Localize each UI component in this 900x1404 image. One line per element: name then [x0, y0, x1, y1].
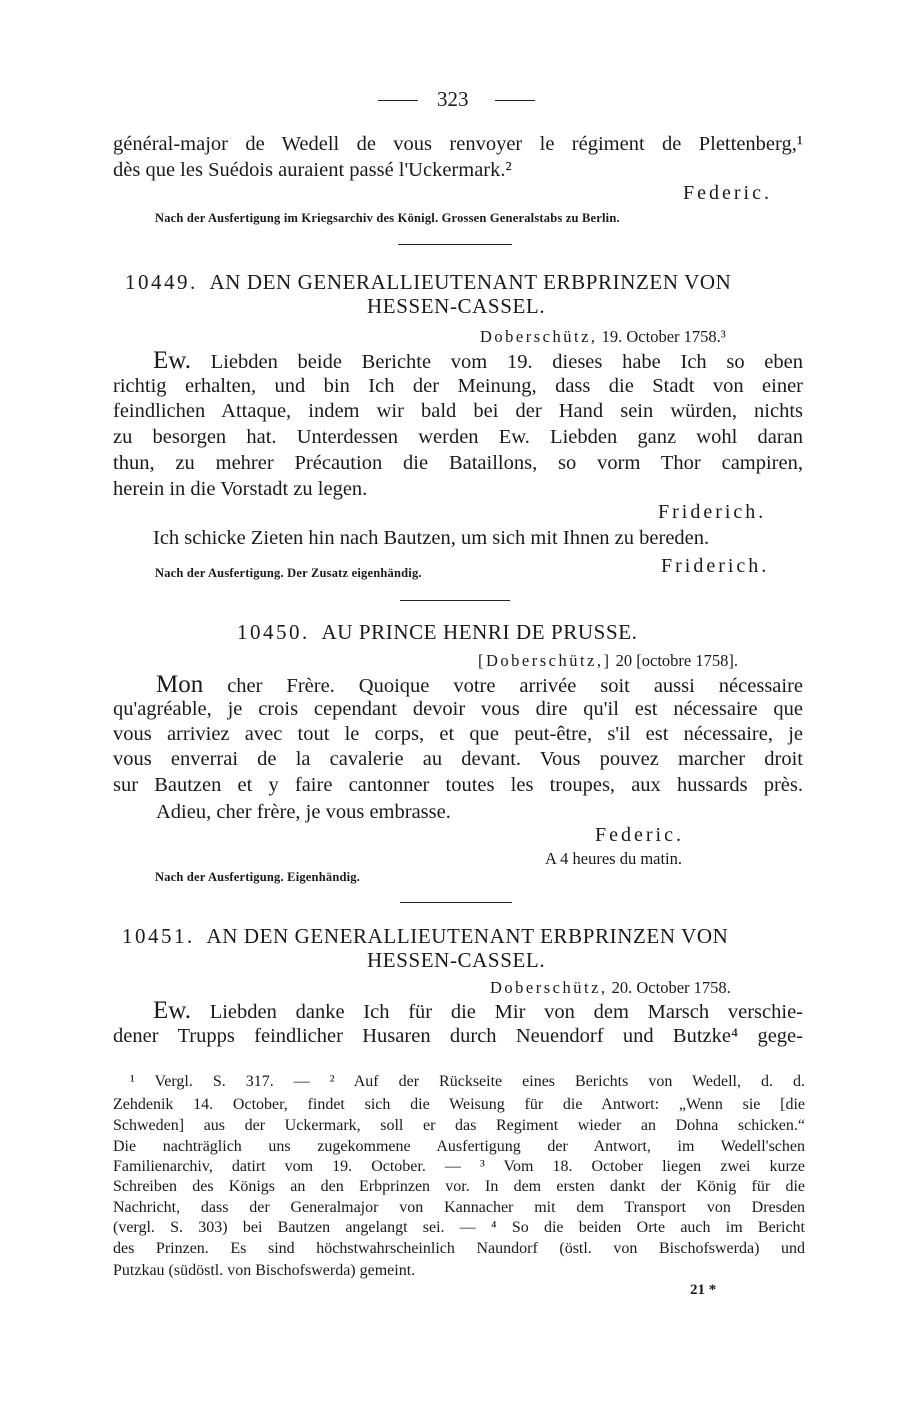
place: Doberschütz, — [490, 978, 608, 997]
letter-10450-source-note: Nach der Ausfertigung. Eigenhändig. — [155, 870, 361, 884]
section-divider — [398, 244, 512, 245]
initial: Mon — [156, 671, 204, 698]
footnote-line-9: des Prinzen. Es sind höchstwahrscheinlich Naundorf (östl. von Bischofswerda) und — [113, 1240, 805, 1257]
intro-signature: Federic. — [683, 182, 772, 204]
header-rule-right — [495, 100, 535, 101]
letter-10449-line-5: thun, zu mehrer Précaution die Bataillons, so vorm Thor campiren, — [113, 452, 803, 474]
letter-number: 10450. — [237, 620, 310, 644]
letter-10449-line-1 — [153, 347, 803, 375]
letter-10449-line-2: richtig erhalten, und bin Ich der Meinung, dass die Stadt von einer — [113, 375, 803, 397]
letter-10451-line-1 — [153, 997, 803, 1025]
letter-10449-source-note: Nach der Ausfertigung. Der Zusatz eigenhändig. — [155, 566, 422, 580]
letter-10450-line-6: Adieu, cher frère, je vous embrasse. — [156, 801, 451, 823]
footnote-line-6: Schreiben des Königs an den Erbprinzen vor. In dem ersten dankt der König für die — [113, 1178, 805, 1195]
footnote-line-2: Zehdenik 14. October, findet sich die Weisung für die Antwort: „Wenn sie [die — [113, 1096, 805, 1113]
date: 20 [octobre 1758]. — [615, 651, 738, 670]
header-rule-left — [378, 100, 418, 101]
letter-10450-line-3: vous arriviez avec tout le corps, et que peut-être, s'il est nécessaire, je — [113, 723, 803, 745]
footnote-line-4: Die nachträglich uns zugekommene Ausfertigung der Antwort, im Wedell'schen — [113, 1138, 805, 1155]
letter-10450-line-1 — [156, 671, 803, 699]
first-line-rest: Liebden beide Berichte vom 19. dieses habe Ich so eben — [210, 351, 804, 373]
letter-10449-heading-line-2: HESSEN-CASSEL. — [367, 294, 546, 318]
letter-10449-line-6: herein in die Vorstadt zu legen. — [113, 478, 368, 500]
letter-10450-signature: Federic. — [595, 824, 684, 846]
first-line-rest: Liebden danke Ich für die Mir von dem Marsch verschie- — [209, 1001, 804, 1023]
letter-10451-line-2: dener Trupps feindlicher Husaren durch Neuendorf und Butzke⁴ gege- — [113, 1025, 803, 1047]
letter-10449-postscript: Ich schicke Zieten hin nach Bautzen, um sich mit Ihnen zu bereden. — [153, 527, 710, 549]
intro-source-note: Nach der Ausfertigung im Kriegsarchiv des Königl. Grossen Generalstabs zu Berlin. — [155, 211, 620, 225]
initial: Ew. — [153, 347, 191, 374]
letter-10450-heading — [237, 620, 638, 645]
page-number: 323 — [437, 87, 469, 111]
letter-heading-line-1: AN DEN GENERALLIEUTENANT ERBPRINZEN VON — [209, 270, 732, 294]
date: 20. October 1758. — [611, 978, 731, 997]
footnote-line-3: Schweden] aus der Uckermark, soll er das Regiment wieder an Dohna schicken.“ — [113, 1117, 805, 1134]
signature-mark: 21 * — [690, 1282, 717, 1298]
letter-10451-dateline — [490, 978, 731, 998]
footnote-line-1: ¹ Vergl. S. 317. — ² Auf der Rückseite eines Berichts von Wedell, d. d. — [130, 1073, 805, 1090]
letter-10450-line-4: vous enverrai de la cavalerie au devant. Vous pouvez marcher droit — [113, 748, 803, 770]
letter-10449-signature: Friderich. — [658, 501, 767, 523]
letter-number: 10449. — [125, 270, 198, 294]
footnote-line-10: Putzkau (südöstl. von Bischofswerda) gemeint. — [113, 1262, 416, 1279]
letter-10450-dateline — [478, 651, 738, 671]
letter-10451-heading — [122, 924, 728, 949]
letter-heading-line-1: AN DEN GENERALLIEUTENANT ERBPRINZEN VON — [206, 924, 729, 948]
date: 19. October 1758.³ — [601, 327, 726, 346]
place: [Doberschütz,] — [478, 651, 612, 670]
intro-line-1: général-major de Wedell de vous renvoyer le régiment de Plettenberg,¹ — [113, 133, 803, 155]
letter-number: 10451. — [122, 924, 195, 948]
letter-10449-heading — [125, 270, 731, 295]
intro-line-2: dès que les Suédois auraient passé l'Uckermark.² — [113, 159, 512, 181]
letter-heading: AU PRINCE HENRI DE PRUSSE. — [321, 620, 638, 644]
initial: Ew. — [153, 997, 191, 1024]
letter-10449-line-3: feindlichen Attaque, indem wir bald bei der Hand sein würden, nichts — [113, 400, 803, 422]
letter-10449-line-4: zu besorgen hat. Unterdessen werden Ew. Liebden ganz wohl daran — [113, 426, 803, 448]
footnote-line-7: Nachricht, dass der Generalmajor von Kannacher mit dem Transport von Dresden — [113, 1199, 805, 1216]
letter-10450-line-2: qu'agréable, je crois cependant devoir vous dire qu'il est nécessaire que — [113, 698, 803, 720]
section-divider — [400, 902, 512, 903]
letter-10450-line-5: sur Bautzen et y faire cantonner toutes les troupes, aux hussards près. — [113, 774, 803, 796]
place: Doberschütz, — [480, 327, 598, 346]
section-divider — [400, 600, 510, 601]
letter-10449-dateline — [480, 327, 726, 347]
letter-10450-time-note: A 4 heures du matin. — [545, 849, 683, 868]
letter-10451-heading-line-2: HESSEN-CASSEL. — [367, 948, 546, 972]
footnote-line-8: (vergl. S. 303) bei Bautzen angelangt sei. — ⁴ So die beiden Orte auch im Bericht — [113, 1219, 805, 1236]
letter-10449-signature-2: Friderich. — [661, 555, 770, 577]
footnote-line-5: Familienarchiv, datirt vom 19. October. — ³ Vom 18. October liegen zwei kurze — [113, 1158, 805, 1175]
first-line-rest: cher Frère. Quoique votre arrivée soit aussi nécessaire — [227, 675, 804, 697]
